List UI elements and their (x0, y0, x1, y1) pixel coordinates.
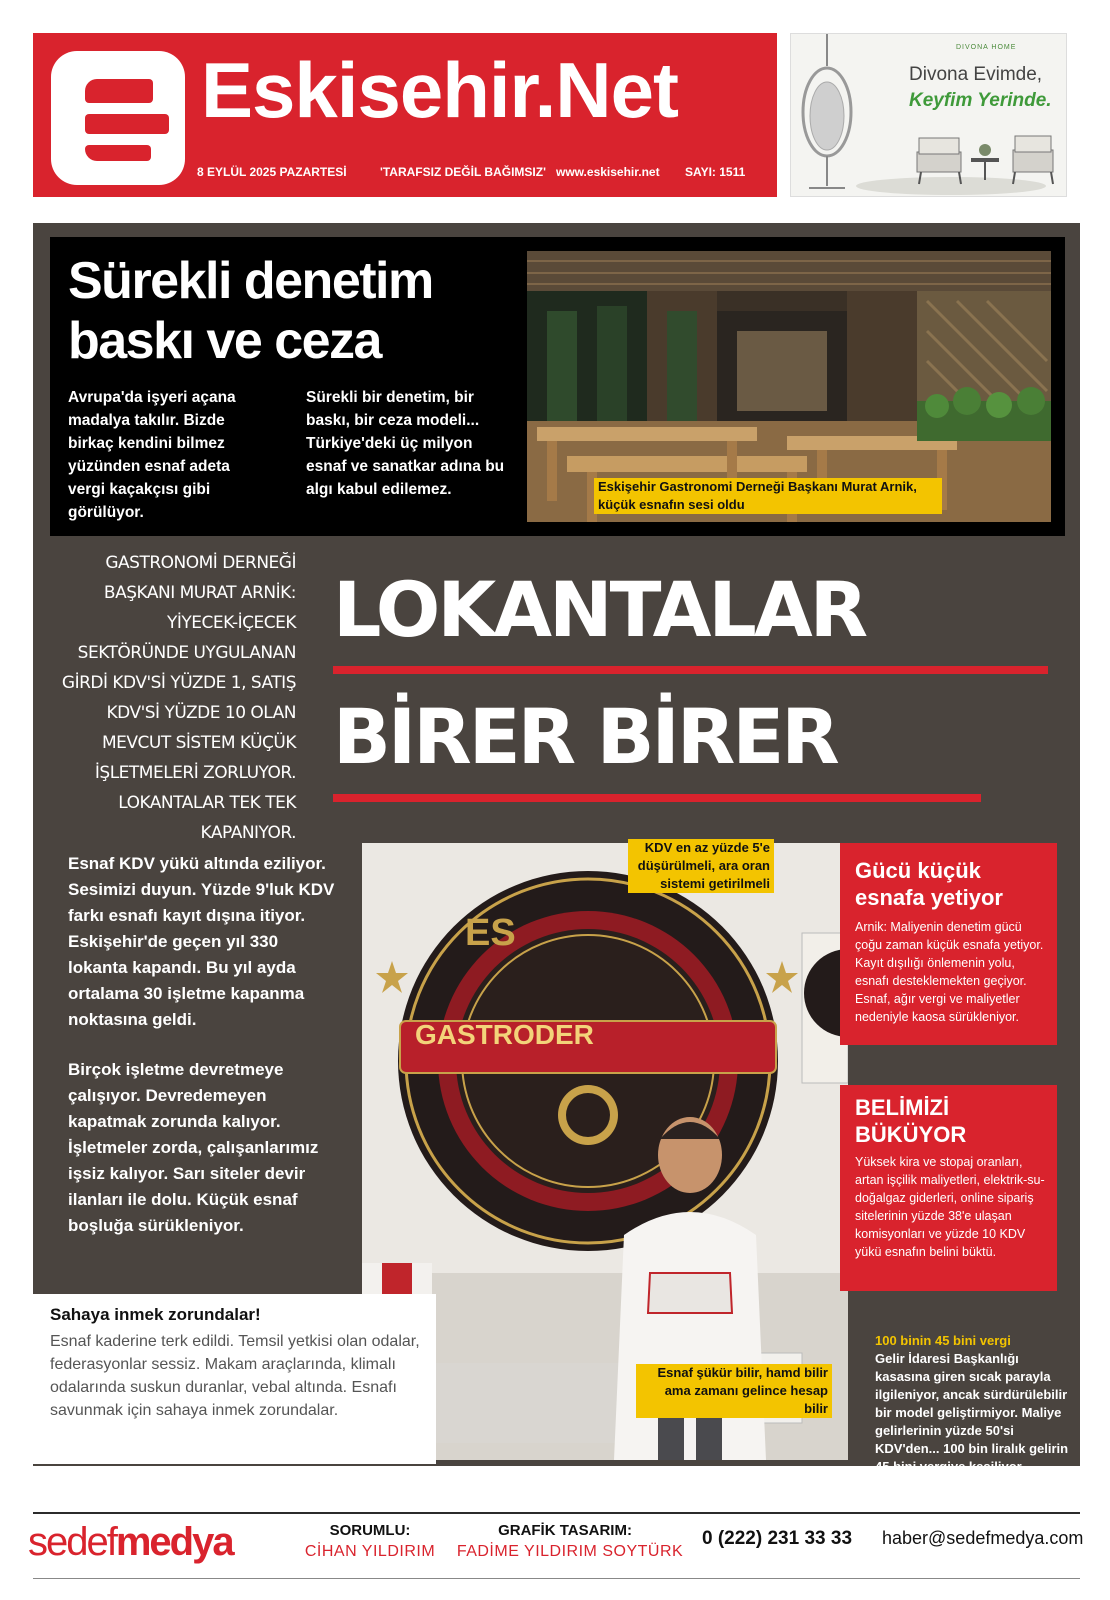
footer-top-rule (33, 1512, 1080, 1514)
issue-number: SAYI: 1511 (685, 165, 746, 179)
callout-text: Esnaf kaderine terk edildi. Temsil yetkisi olan odalar, federasyonlar sessiz. Makam araçlarında, klimalı odalarında suskun duranlar, vebal altında. Esnafı savunmak için sahaya inmek zorundalar. (50, 1333, 420, 1419)
masthead (33, 33, 777, 197)
sidebar-note (875, 1332, 1075, 1476)
emblem-name: GASTRODER (415, 1019, 594, 1050)
email-link[interactable]: haber@sedefmedya.com (882, 1528, 1084, 1548)
photo-quote-top: KDV en az yüzde 5'e düşürülmeli, ara oran sistemi getirilmeli (628, 839, 774, 893)
brand-name: Eskisehir.Net (201, 46, 678, 134)
main-story-paragraph-2: Birçok işletme devretmeye çalışıyor. Devredemeyen kapatmak zorunda kalıyor. İşletmeler zorda, çalışanlarımız işsiz kalıyor. Sarı siteler devir ilanları ile dolu. Küçük esnaf boşluğa sürükleniyor. (68, 1060, 319, 1235)
callout-title: Sahaya inmek zorundalar! (50, 1305, 261, 1324)
advertisement[interactable] (790, 33, 1067, 197)
top-story-headline-line-1: Sürekli denetim (68, 252, 433, 310)
headline-divider-2 (333, 794, 981, 802)
ad-brand: DIVONA HOME (956, 44, 1017, 51)
top-photo-caption: Eskişehir Gastronomi Derneği Başkanı Murat Arnik, küçük esnafın sesi oldu (594, 478, 942, 514)
brand-logo-icon (51, 51, 185, 185)
sidebar-box-1-title-line-2: esnafa yetiyor (855, 885, 1003, 910)
photo-quote-bottom: Esnaf şükür bilir, hamd bilir ama zamanı gelince hesap bilir (636, 1364, 832, 1418)
issue-date: 8 EYLÜL 2025 PAZARTESİ (197, 165, 347, 179)
sidebar-box-2-title-line-1: BELİMİZİ (855, 1095, 950, 1120)
sidebar-note-text: Gelir İdaresi Başkanlığı kasasına giren sıcak parayla ilgileniyor, ancak sürdürülebilir bir model geliştirmiyor. Maliye gelirlerinin yüzde 50'si KDV'den... 100 bin liralık gelirin 45 bini vergiye kesiliyor. (875, 1351, 1069, 1474)
sidebar-box-1-text: Arnik: Maliyenin denetim gücü çoğu zaman küçük esnafa yetiyor. Kayıt dışılığı önlemenin yolu, esnafı desteklemekten geçiyor. Esnaf, ağır vergi ve maliyetler nedeniyle kaosa sürükleniyor. (855, 920, 1044, 1024)
main-headline-line-1: LOKANTALAR (333, 565, 866, 654)
top-story-headline-line-2: baskı ve ceza (68, 312, 381, 370)
main-story-deck: GASTRONOMİ DERNEĞİ BAŞKANI MURAT ARNİK: YİYECEK-İÇECEK SEKTÖRÜNDE UYGULANAN GİRDİ KDV'Sİ YÜZDE 1, SATIŞ KDV'Sİ YÜZDE 10 OLAN MEVCUT SİSTEM KÜÇÜK İŞLETMELERİ ZORLUYOR. LOKANTALAR TEK TEK KAPANIYOR. (61, 553, 296, 843)
sedefmedya-logo (28, 1520, 233, 1565)
phone-number[interactable]: 0 (222) 231 33 33 (702, 1528, 853, 1549)
hanging-chair-illustration (791, 34, 1067, 197)
responsible-name: CİHAN YILDIRIM (304, 1543, 436, 1560)
logo-part-2: medya (115, 1520, 233, 1564)
website-link[interactable]: www.eskisehir.net (556, 165, 660, 179)
main-headline-line-2: BİRER BİRER (333, 692, 837, 781)
main-story-paragraph-1: Esnaf KDV yükü altında eziliyor. Sesimizi duyun. Yüzde 9'luk KDV farkı esnafı kayıt dışına itiyor. Eskişehir'de geçen yıl 330 lokanta kapandı. Bu yıl ayda ortalama 30 işletme kapanma noktasına geldi. (68, 854, 335, 1029)
footer-bottom-rule (33, 1578, 1080, 1579)
design-name: FADİME YILDIRIM SOYTÜRK (456, 1543, 684, 1560)
sidebar-box-2-text: Yüksek kira ve stopaj oranları, artan işçilik maliyetleri, elektrik-su-doğalgaz giderleri, online sipariş sitelerinin yüzde 38'e ulaşan komisyonları ve yüzde 10 KDV yükü esnafın belini büktü. (855, 1155, 1045, 1259)
slogan: 'TARAFSIZ DEĞİL BAĞIMSIZ' (380, 165, 546, 179)
logo-part-1: sedef (28, 1520, 116, 1564)
sidebar-box-2-title-line-2: BÜKÜYOR (855, 1122, 967, 1147)
sidebar-note-title: 100 binin 45 bini vergi (875, 1333, 1011, 1348)
ad-line-1: Divona Evimde, (909, 64, 1043, 85)
top-story-column-1: Avrupa'da işyeri açana madalya takılır. Bizde birkaç kendini bilmez yüzünden esnaf adeta vergi kaçakçısı gibi görülüyor. (68, 389, 236, 521)
emblem-initials: ES (465, 912, 516, 954)
ad-line-2: Keyfim Yerinde. (909, 90, 1052, 111)
headline-divider-1 (333, 666, 1048, 674)
sidebar-box-1-title-line-1: Gücü küçük (855, 858, 981, 883)
responsible-label: SORUMLU: (329, 1522, 411, 1539)
design-label: GRAFİK TASARIM: (498, 1522, 632, 1539)
top-story-column-2: Sürekli bir denetim, bir baskı, bir ceza modeli... Türkiye'deki üç milyon esnaf ve sanatkar adına bu algı kabul edilemez. (306, 389, 505, 498)
